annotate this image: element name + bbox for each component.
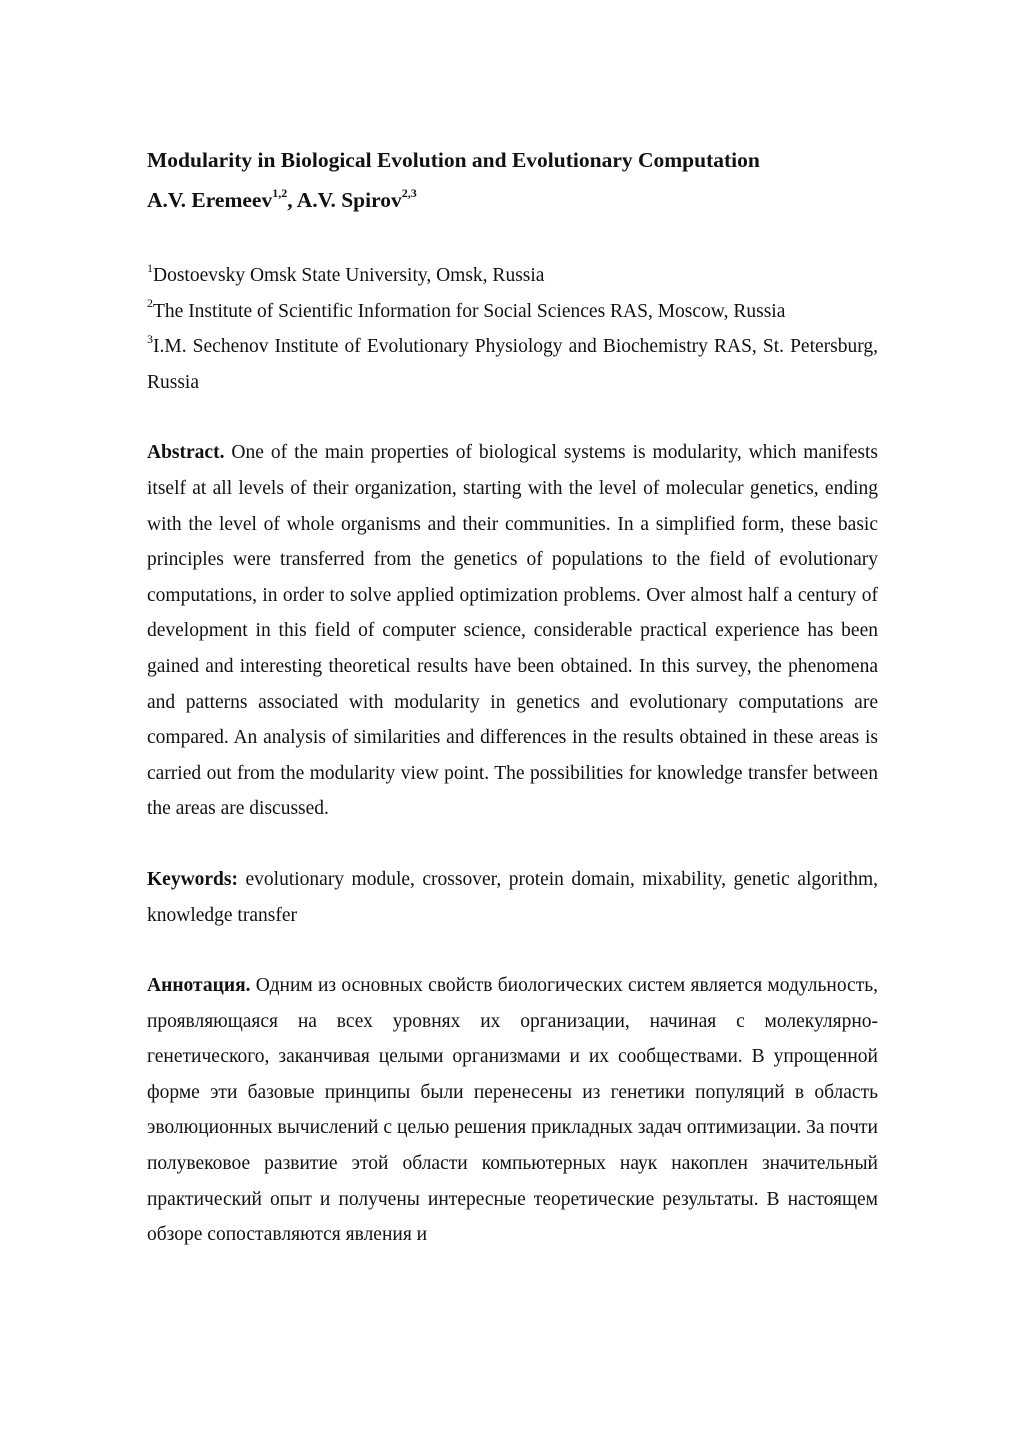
annotation-ru-paragraph bbox=[147, 968, 878, 1253]
annotation-ru-section bbox=[147, 968, 878, 1253]
paper-page bbox=[147, 140, 878, 1253]
author-name: A.V. Eremeev bbox=[147, 188, 273, 212]
abstract-paragraph bbox=[147, 435, 878, 827]
affiliation-mark: 3 bbox=[147, 331, 153, 346]
affiliation-mark: 2 bbox=[147, 296, 153, 311]
paper-title: Modularity in Biological Evolution and Evolutionary Computation bbox=[147, 148, 760, 172]
affiliation-text: The Institute of Scientific Information for Social Sciences RAS, Moscow, Russia bbox=[153, 300, 786, 322]
annotation-ru-label: Аннотация. bbox=[147, 975, 251, 997]
abstract-label: Abstract. bbox=[147, 442, 225, 464]
affiliation-3 bbox=[147, 329, 878, 400]
annotation-ru-text: Одним из основных свойств биологических систем является модульность, проявляющаяся на всех уровнях их организации, начиная с молекулярно-генетического, заканчивая целыми организмами и их сообществами. В упрощенной форме эти базовые принципы были перенесены из генетики популяций в область эволюционных вычислений с целью решения прикладных задач оптимизации. За почти полувековое развитие этой области компьютерных наук накоплен значительный практический опыт и получены интересные теоретические результаты. В настоящем обзоре сопоставляются явления и bbox=[147, 975, 878, 1246]
keywords-paragraph bbox=[147, 862, 878, 933]
keywords-section bbox=[147, 862, 878, 933]
keywords-label: Keywords: bbox=[147, 868, 238, 890]
affiliation-1 bbox=[147, 258, 878, 294]
author-affiliation-marks: 1,2 bbox=[272, 185, 288, 200]
affiliations bbox=[147, 258, 878, 400]
affiliation-text: I.M. Sechenov Institute of Evolutionary Physiology and Biochemistry RAS, St. Petersburg, Russia bbox=[147, 336, 878, 393]
author-name: A.V. Spirov bbox=[296, 188, 402, 212]
keywords-text: evolutionary module, crossover, protein domain, mixability, genetic algorithm, knowledge transfer bbox=[147, 868, 879, 926]
affiliation-2 bbox=[147, 294, 878, 330]
author-separator: , bbox=[287, 188, 297, 212]
affiliation-mark: 1 bbox=[147, 260, 153, 275]
author-line bbox=[147, 180, 878, 220]
abstract-section bbox=[147, 435, 878, 827]
abstract-text: One of the main properties of biological systems is modularity, which manifests itself at all levels of their organization, starting with the level of molecular genetics, ending with the level of whole organisms and their communities. In a simplified form, these basic principles were transferred from the genetics of populations to the field of evolutionary computations, in order to solve applied optimization problems. Over almost half a century of development in this field of computer science, considerable practical experience has been gained and interesting theoretical results have been obtained. In this survey, the phenomena and patterns associated with modularity in genetics and evolutionary computations are compared. An analysis of similarities and differences in the results obtained in these areas is carried out from the modularity view point. The possibilities for knowledge transfer between the areas are discussed. bbox=[147, 442, 879, 820]
affiliation-text: Dostoevsky Omsk State University, Omsk, Russia bbox=[153, 265, 545, 286]
author-affiliation-marks: 2,3 bbox=[401, 185, 417, 200]
